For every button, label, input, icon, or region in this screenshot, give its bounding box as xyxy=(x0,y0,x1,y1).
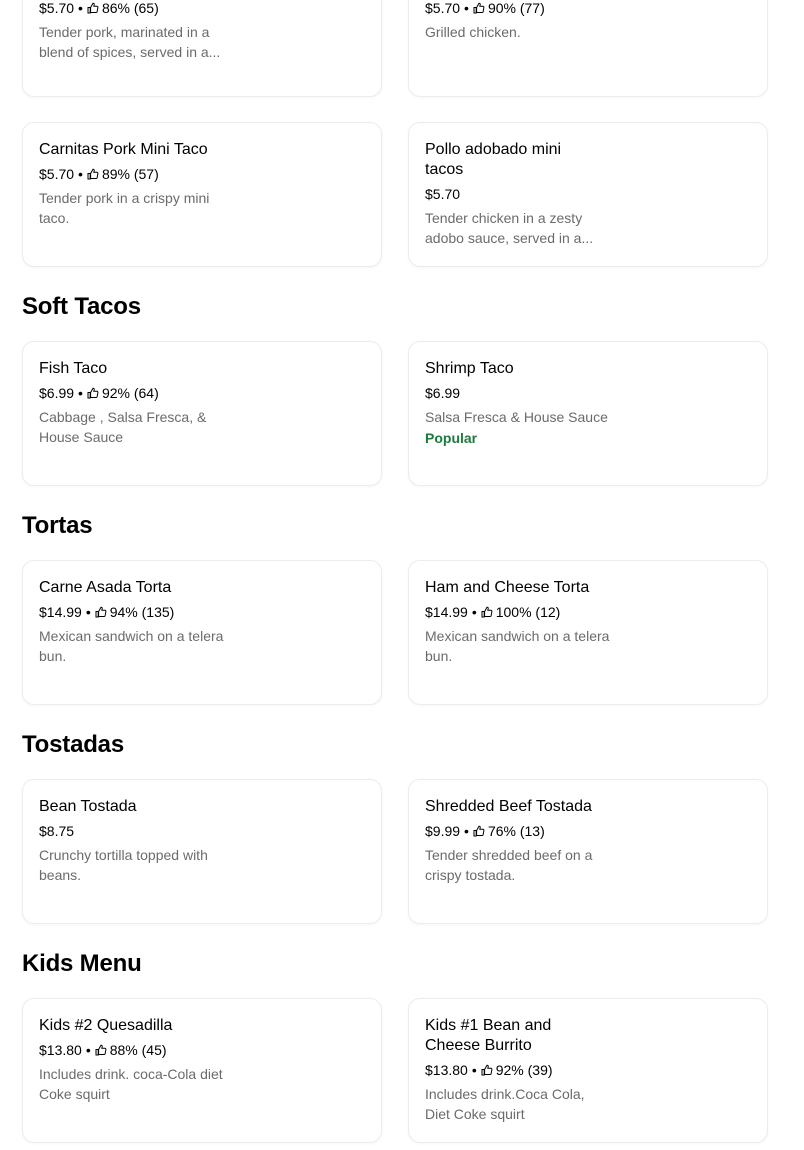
thumbs-up-icon xyxy=(87,387,99,399)
item-price: $14.99 xyxy=(425,604,468,620)
item-price: $5.70 xyxy=(425,0,461,16)
separator-dot: • xyxy=(85,1042,91,1058)
item-title: Kids #1 Bean and Cheese Burrito xyxy=(425,1017,552,1054)
item-title: Carnitas Pork Mini Taco xyxy=(39,141,208,158)
item-meta xyxy=(425,185,600,203)
thumbs-up-icon xyxy=(473,2,485,14)
item-description: Grilled chicken. xyxy=(425,24,521,40)
item-price: $9.99 xyxy=(425,823,461,839)
popular-badge: Popular xyxy=(425,430,478,446)
item-price: $13.80 xyxy=(425,1062,468,1078)
item-description: Tender pork, marinated in a blend of spices, served in a... xyxy=(39,24,221,60)
thumbs-up-icon xyxy=(95,1044,107,1056)
item-description: Cabbage , Salsa Fresca, & House Sauce xyxy=(39,409,207,445)
item-meta xyxy=(425,384,615,402)
item-rating: 89% (57) xyxy=(101,166,159,182)
item-rating: 92% (39) xyxy=(495,1062,553,1078)
thumbs-up-icon xyxy=(87,2,99,14)
separator-dot: • xyxy=(85,604,91,620)
item-meta xyxy=(39,603,229,621)
menu-item-card[interactable] xyxy=(408,779,768,924)
item-price: $5.70 xyxy=(39,166,75,182)
item-title: Shrimp Taco xyxy=(425,360,514,377)
item-rating: 92% (64) xyxy=(101,385,159,401)
item-description: Includes drink.Coca Cola, Diet Coke squirt xyxy=(425,1086,585,1122)
thumbs-up-icon xyxy=(87,168,99,180)
item-title: Shredded Beef Tostada xyxy=(425,798,592,815)
item-description: Tender pork in a crispy mini taco. xyxy=(39,190,210,226)
item-price: $5.70 xyxy=(39,0,75,16)
section-title-tortas: Tortas xyxy=(22,512,93,539)
menu-item-card[interactable] xyxy=(408,0,768,97)
menu-item-card[interactable] xyxy=(408,998,768,1143)
item-title: Fish Taco xyxy=(39,360,108,377)
item-price: $8.75 xyxy=(39,823,75,839)
separator-dot: • xyxy=(464,0,469,16)
separator-dot: • xyxy=(78,166,83,182)
item-price: $13.80 xyxy=(39,1042,82,1058)
thumbs-up-icon xyxy=(481,606,493,618)
thumbs-up-icon xyxy=(481,1064,493,1076)
thumbs-up-icon xyxy=(95,606,107,618)
separator-dot: • xyxy=(471,1062,477,1078)
item-rating: 100% (12) xyxy=(495,604,561,620)
item-description: Salsa Fresca & House Sauce xyxy=(425,409,608,425)
item-description: Crunchy tortilla topped with beans. xyxy=(39,847,208,883)
item-meta xyxy=(425,822,615,840)
item-rating: 88% (45) xyxy=(109,1042,167,1058)
item-description: Includes drink. coca-Cola diet Coke squirt xyxy=(39,1066,223,1102)
item-description: Mexican sandwich on a telera bun. xyxy=(39,628,224,664)
item-title: Bean Tostada xyxy=(39,798,137,815)
menu-item-card[interactable] xyxy=(408,122,768,267)
item-title: Ham and Cheese Torta xyxy=(425,579,590,596)
item-meta xyxy=(425,0,615,17)
item-rating: 76% (13) xyxy=(487,823,545,839)
thumbs-up-icon xyxy=(473,825,485,837)
item-meta xyxy=(39,165,229,183)
item-price: $6.99 xyxy=(39,385,75,401)
item-meta xyxy=(39,0,229,17)
item-description: Tender shredded beef on a crispy tostada. xyxy=(425,847,593,883)
item-meta xyxy=(39,384,229,402)
item-price: $5.70 xyxy=(425,186,461,202)
menu-item-card[interactable] xyxy=(22,122,382,267)
item-title: Kids #2 Quesadilla xyxy=(39,1017,173,1034)
item-rating: 94% (135) xyxy=(109,604,175,620)
item-meta xyxy=(39,1041,229,1059)
item-rating: 90% (77) xyxy=(487,0,545,16)
menu-item-card[interactable] xyxy=(22,560,382,705)
menu-item-card[interactable] xyxy=(22,341,382,486)
item-meta xyxy=(425,603,615,621)
section-title-soft-tacos: Soft Tacos xyxy=(22,293,141,320)
separator-dot: • xyxy=(78,0,83,16)
item-meta xyxy=(39,822,229,840)
item-title: Carne Asada Torta xyxy=(39,579,172,596)
item-description: Tender chicken in a zesty adobo sauce, served in a... xyxy=(425,210,594,246)
menu-item-card[interactable] xyxy=(22,0,382,97)
menu-item-card[interactable] xyxy=(408,341,768,486)
item-price: $14.99 xyxy=(39,604,82,620)
menu-item-card[interactable] xyxy=(22,998,382,1143)
section-title-kids-menu: Kids Menu xyxy=(22,950,142,977)
menu-item-card[interactable] xyxy=(408,560,768,705)
item-price: $6.99 xyxy=(425,385,461,401)
item-description: Mexican sandwich on a telera bun. xyxy=(425,628,610,664)
item-title: Pollo adobado mini tacos xyxy=(425,141,562,178)
separator-dot: • xyxy=(471,604,477,620)
item-rating: 86% (65) xyxy=(101,0,159,16)
menu-item-card[interactable] xyxy=(22,779,382,924)
separator-dot: • xyxy=(464,823,469,839)
separator-dot: • xyxy=(78,385,83,401)
section-title-tostadas: Tostadas xyxy=(22,731,124,758)
item-meta xyxy=(425,1061,600,1079)
